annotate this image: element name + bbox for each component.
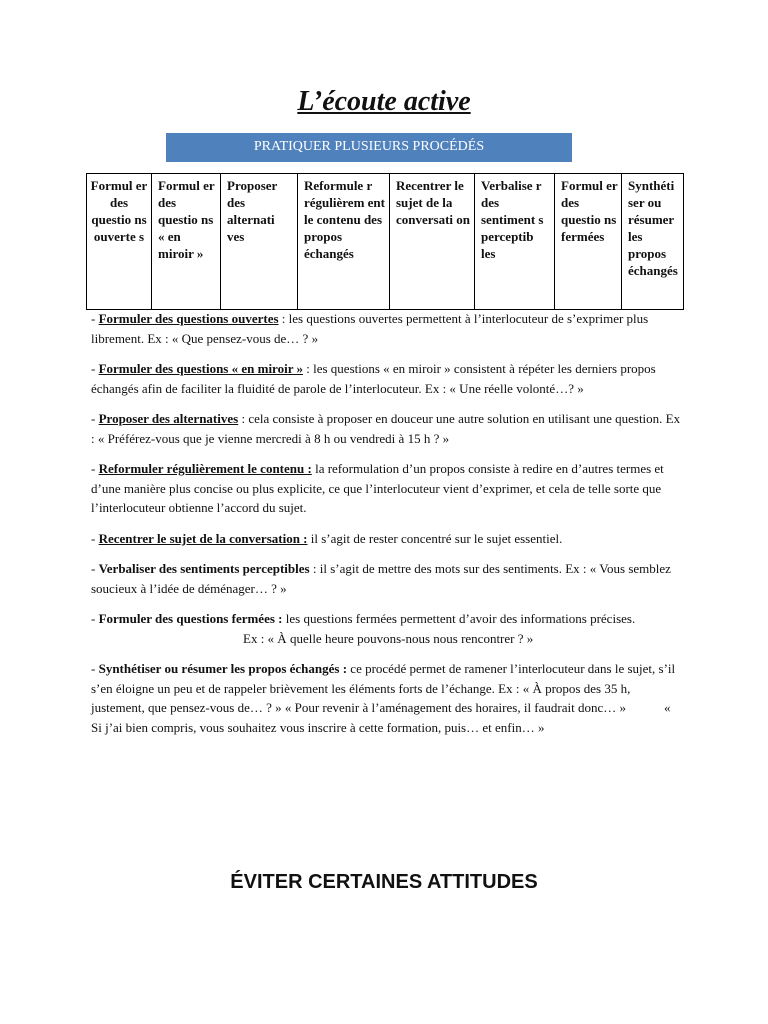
item-text: il s’agit de mettre des mots sur des sentiments. Ex : « Vous semblez soucieux à l’idée de déménager… ? »: [91, 561, 671, 596]
item-example: « Si j’ai bien compris, vous souhaitez vous inscrire à cette formation, puis… et enfin… »: [91, 700, 671, 735]
table-row: [87, 174, 684, 310]
item-text: il s’agit de rester concentré sur le sujet essentiel.: [310, 530, 563, 546]
table-cell: Formul er des questio ns fermées: [555, 174, 622, 310]
table-cell: Recentrer le sujet de la conversati on: [390, 174, 475, 310]
section-heading: ÉVITER CERTAINES ATTITUDES: [230, 871, 538, 893]
item-text: les questions fermées permettent d’avoir des informations précises.: [285, 611, 636, 626]
item-dash: -: [91, 530, 99, 546]
procedures-table: [86, 173, 684, 310]
item-sep: :: [309, 561, 320, 576]
item-dash: -: [91, 311, 99, 326]
item-term: Recentrer le sujet de la conversation :: [98, 530, 308, 546]
item-term: Reformuler régulièrement le contenu :: [98, 461, 312, 476]
item-text: cela consiste à proposer en douceur une autre solution en utilisant une question. Ex : « Préférez-vous que je vienne mercredi à 8 h ou vendredi à 15 h ? »: [91, 411, 681, 446]
item-term: Formuler des questions fermées :: [98, 611, 283, 626]
page-title: L’écoute active: [297, 86, 471, 117]
table-cell: Synthéti ser ou résumer les propos échangés: [622, 174, 684, 310]
item-term: Formuler des questions ouvertes: [98, 311, 279, 326]
item-term: Synthétiser ou résumer les propos échangés :: [98, 661, 348, 676]
list-item: [91, 609, 681, 648]
item-text: la reformulation d’un propos consiste à redire en d’autres termes et d’une manière plus concise ou plus explicite, ce que l’interlocuteur vient d’exprimer, et cela de telle sorte que l’interlocuteur obtienne l’accord du sujet.: [91, 461, 664, 515]
item-sep: :: [278, 311, 289, 326]
item-text: les questions ouvertes permettent à l’interlocuteur de s’exprimer plus librement. Ex : « Que pensez-vous de… ? »: [91, 311, 649, 346]
item-dash: -: [91, 661, 99, 676]
table-cell: Formul er des questio ns « en miroir »: [152, 174, 221, 310]
item-sep: :: [302, 361, 314, 376]
item-term: Formuler des questions « en miroir »: [98, 361, 303, 376]
list-item: [91, 459, 681, 518]
item-dash: -: [91, 611, 99, 626]
item-dash: -: [91, 461, 99, 476]
list-item: [91, 409, 681, 448]
item-text: les questions « en miroir » consistent à répéter les derniers propos échangés afin de faciliter la fluidité de parole de l’interlocuteur. Ex : « Une réelle volonté…? »: [91, 361, 656, 396]
list-item: [91, 659, 681, 737]
item-dash: -: [91, 411, 99, 426]
list-item: [91, 359, 681, 398]
list-item: [91, 559, 681, 598]
table-cell: Formul er des questio ns ouverte s: [87, 174, 152, 310]
table-cell: Proposer des alternati ves: [221, 174, 298, 310]
list-item: [91, 309, 681, 348]
item-example: Ex : « À quelle heure pouvons-nous nous rencontrer ? »: [243, 630, 534, 646]
section-banner: PRATIQUER PLUSIEURS PROCÉDÉS: [166, 133, 572, 162]
procedures-description: [91, 309, 681, 748]
item-dash: -: [91, 361, 99, 376]
item-term: Proposer des alternatives: [98, 411, 239, 426]
item-sep: :: [238, 411, 249, 426]
table-cell: Verbalise r des sentiment s perceptib les: [475, 174, 555, 310]
item-dash: -: [91, 561, 99, 576]
list-item: [91, 529, 681, 549]
table-cell: Reformule r régulièrem ent le contenu des propos échangés: [298, 174, 390, 310]
item-term: Verbaliser des sentiments perceptibles: [98, 561, 310, 576]
item-text: ce procédé permet de ramener l’interlocuteur dans le sujet, s’il s’en éloigne un peu et de rappeler brièvement les éléments forts de l’échange. Ex : « À propos des 35 h, justement, que pensez-vous de… ? » « Pour revenir à l’aménagement des horaires, il faudrait donc… »: [91, 661, 676, 715]
